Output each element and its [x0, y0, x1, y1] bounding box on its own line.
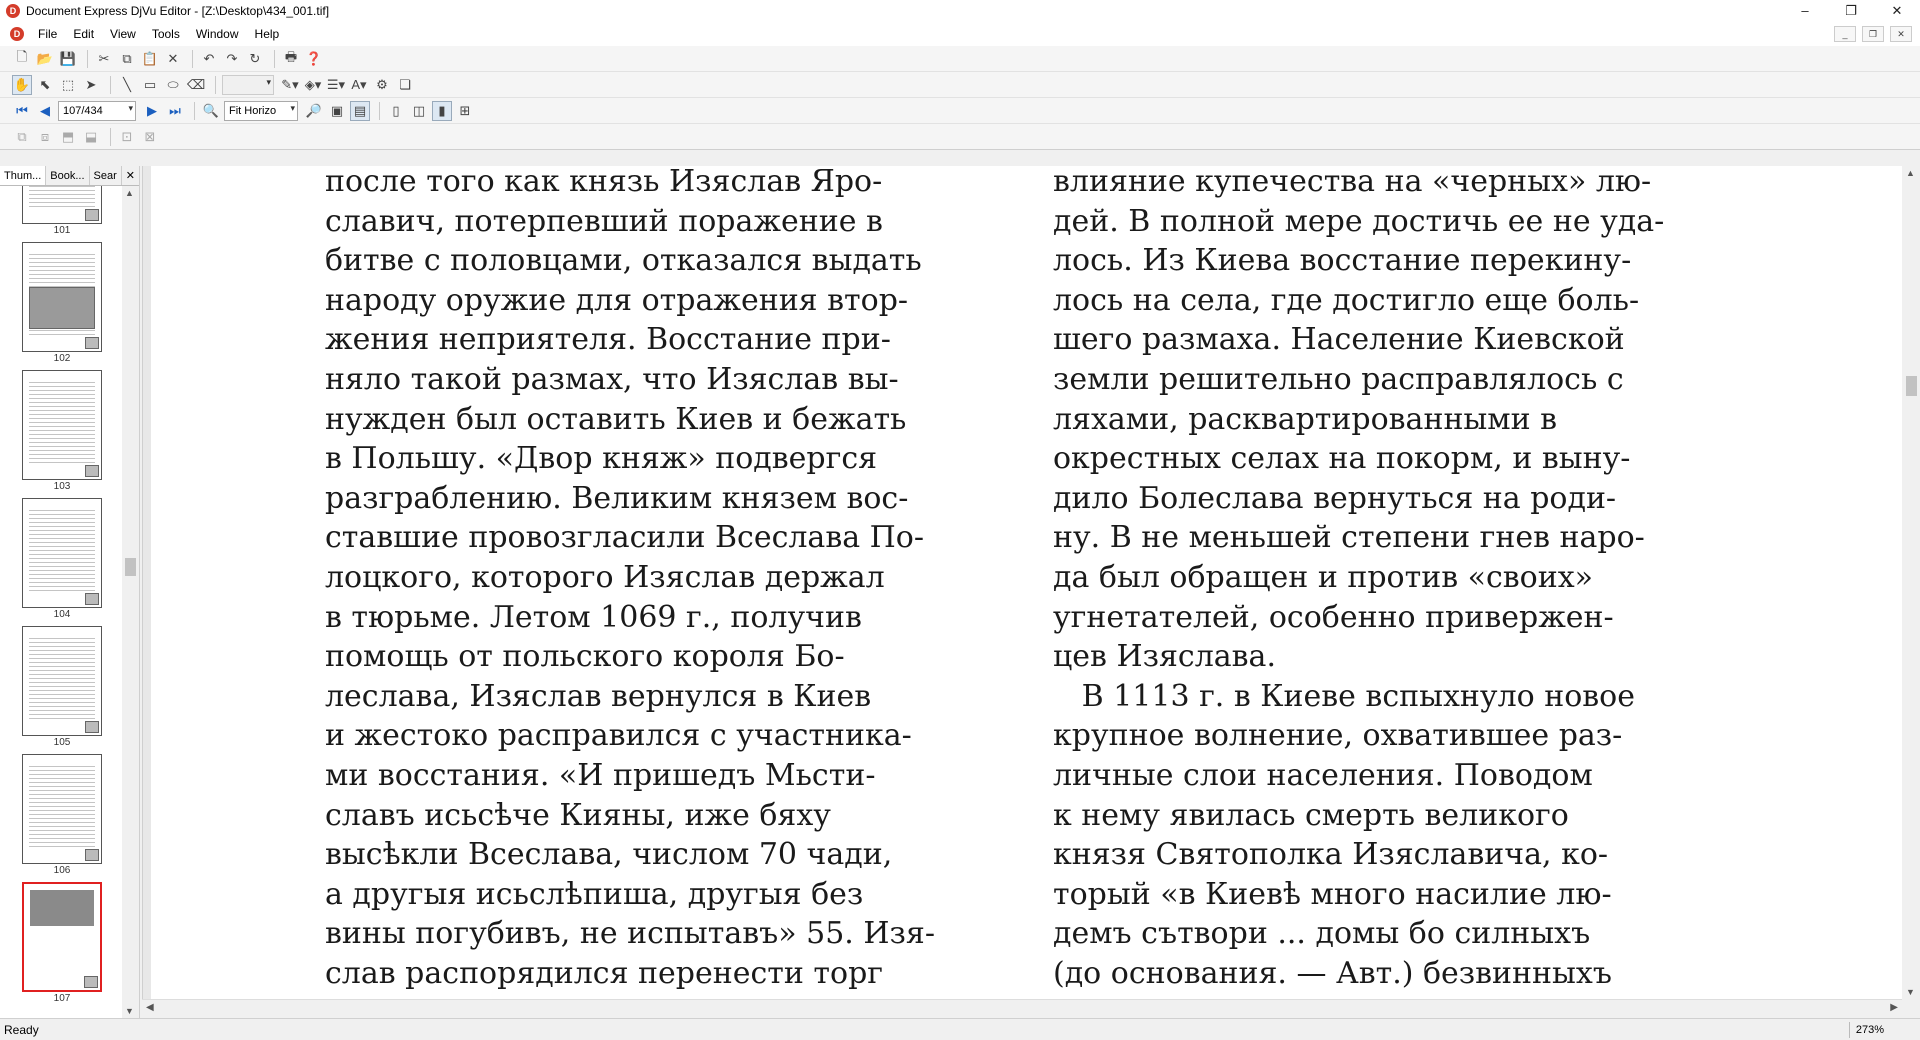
chevron-down-icon: ▾	[290, 102, 295, 113]
continuous-page-icon[interactable]: ▮	[432, 101, 452, 121]
crop-rectangle-icon[interactable]: ⬚	[61, 76, 75, 92]
menu-view[interactable]: View	[110, 27, 136, 41]
thumbnail-page	[22, 626, 102, 736]
thumbnail-label: 105	[53, 737, 71, 748]
illustration	[30, 890, 94, 926]
image-badge-icon	[85, 337, 99, 349]
thumbnail-item[interactable]	[22, 754, 102, 878]
thumbnail-list	[0, 186, 122, 1018]
text-line: ляхами, расквартированными в	[1053, 401, 1558, 437]
text-lines	[29, 763, 95, 847]
thumbnail-page	[22, 882, 102, 992]
image-badge-icon	[84, 976, 98, 988]
document-view[interactable]	[142, 166, 1902, 999]
line-width-select[interactable]: ▾	[222, 75, 274, 95]
text-lines	[29, 379, 95, 463]
thumbnail-page	[22, 370, 102, 480]
cut-icon[interactable]: ✂	[98, 50, 110, 66]
thumbnail-panel	[0, 166, 140, 1018]
zoom-mode-value: Fit Horizo	[229, 104, 277, 117]
illustration	[29, 287, 95, 329]
image-badge-icon	[85, 465, 99, 477]
fit-page-icon[interactable]: ▣	[330, 102, 344, 118]
layer-toolbar	[0, 124, 1920, 150]
text-line: (до основания. — Авт.) безвинныхъ	[1053, 955, 1612, 991]
text-line: угнетателей, особенно привержен-	[1053, 599, 1614, 635]
menu-edit[interactable]: Edit	[73, 27, 95, 41]
standard-toolbar	[0, 46, 1920, 72]
text-column-left	[325, 166, 1005, 993]
delete-icon[interactable]: ✕	[167, 50, 179, 66]
title-bar	[0, 0, 1920, 22]
separator	[192, 50, 193, 68]
print-icon[interactable]: 🖶	[284, 48, 298, 64]
thumbnail-item[interactable]	[22, 242, 102, 366]
text-line: дей. В полной мере достичь ее не уда-	[1053, 203, 1665, 239]
thumbnail-scrollbar[interactable]	[122, 186, 139, 1018]
select-pointer-icon[interactable]: ⬉	[39, 76, 51, 92]
scrollbar-thumb[interactable]	[1906, 376, 1917, 396]
copy-icon[interactable]: ⧉	[122, 50, 132, 66]
text-line: ну. В не меньшей степени гнев наро-	[1053, 520, 1645, 556]
text-line: после того как князь Изяслав Яро-	[325, 166, 883, 199]
zoom-level: 273%	[1849, 1022, 1890, 1038]
menu-window[interactable]: Window	[195, 27, 239, 41]
layer-merge-icon[interactable]: ⧉	[17, 128, 27, 144]
doc-close-button[interactable]: ✕	[1890, 26, 1912, 42]
document-horizontal-scrollbar[interactable]	[142, 999, 1902, 1017]
text-lines	[29, 507, 95, 591]
text-line: дило Болеслава вернуться на роди-	[1053, 480, 1617, 516]
document-window-controls	[1834, 26, 1912, 42]
thumbnail-item[interactable]	[22, 498, 102, 622]
thumbnail-page	[22, 498, 102, 608]
status-text: Ready	[4, 1022, 39, 1037]
scroll-up-icon[interactable]: ▲	[125, 188, 134, 198]
eraser-tool-icon[interactable]: ⌫	[186, 76, 206, 92]
text-line: няло такой размах, что Изяслав вы-	[325, 361, 899, 397]
arrow-cursor-icon[interactable]: ➤	[85, 76, 97, 92]
separator	[379, 102, 380, 120]
text-line: шего размаха. Население Киевской	[1053, 322, 1625, 358]
last-page-icon[interactable]: ⏭	[169, 102, 181, 118]
menu-file[interactable]: File	[38, 27, 58, 41]
minimize-button[interactable]: –	[1801, 3, 1809, 18]
stamp-icon[interactable]: ⚙	[376, 76, 388, 92]
undo-icon[interactable]: ↶	[203, 50, 215, 66]
tools-toolbar	[0, 72, 1920, 98]
scroll-down-icon[interactable]: ▼	[1906, 987, 1915, 997]
menu-bar	[0, 22, 1920, 46]
previous-page-icon[interactable]: ◀	[40, 102, 50, 118]
text-line: демъ сътвори ... домы бо силныхъ	[1053, 916, 1591, 952]
close-button[interactable]: ✕	[1891, 3, 1903, 18]
document-menu-icon[interactable]: D	[10, 27, 24, 41]
separator	[274, 50, 275, 68]
scroll-left-icon[interactable]: ◀	[146, 1002, 154, 1013]
text-lines	[29, 635, 95, 719]
line-tool-icon[interactable]: ╲	[123, 76, 131, 92]
paste-icon[interactable]: 📋	[141, 50, 159, 66]
tab-search[interactable]: Sear	[90, 166, 122, 185]
panel-close-icon[interactable]: ✕	[125, 170, 136, 182]
scroll-up-icon[interactable]: ▲	[1906, 168, 1915, 178]
thumbnail-label: 101	[53, 225, 71, 236]
redo-icon[interactable]: ↷	[226, 50, 238, 66]
thumbnail-item[interactable]	[22, 882, 102, 1006]
text-line: разграблению. Великим князем вос-	[325, 480, 909, 516]
document-vertical-scrollbar[interactable]	[1902, 166, 1920, 999]
thumbnail-item[interactable]	[22, 186, 102, 238]
text-line: крупное волнение, охватившее раз-	[1053, 718, 1623, 754]
menu-help[interactable]: Help	[254, 27, 280, 41]
ellipse-tool-icon[interactable]: ⬭	[167, 76, 179, 92]
two-page-icon[interactable]: ◫	[412, 102, 426, 118]
text-line: в Польшу. «Двор княж» подвергся	[325, 441, 878, 477]
single-page-icon[interactable]: ▯	[392, 102, 400, 118]
thumbnail-page	[22, 242, 102, 352]
zoom-out-icon[interactable]: 🔎	[305, 102, 323, 118]
text-line: народу оружие для отражения втор-	[325, 282, 909, 318]
image-badge-icon	[85, 721, 99, 733]
open-folder-icon[interactable]: 📂	[36, 50, 54, 66]
image-badge-icon	[85, 209, 99, 221]
thumbnail-label: 102	[53, 353, 71, 364]
text-line: славъ исьсѣче Кияны, иже бяху	[325, 797, 831, 833]
text-line: лось на села, где достигло еще боль-	[1053, 282, 1640, 318]
zoom-mode-select[interactable]	[224, 101, 298, 121]
thumbnail-label: 106	[53, 865, 71, 876]
text-line: да был обращен и против «своих»	[1053, 559, 1593, 595]
text-line: помощь от польского короля Бо-	[325, 639, 845, 675]
text-line: леслава, Изяслав вернулся в Киев	[325, 678, 872, 714]
layer-down-icon[interactable]: ⬓	[84, 128, 98, 144]
text-line: князя Святополка Изяславича, ко-	[1053, 837, 1609, 873]
text-line: земли решительно расправлялось с	[1053, 361, 1624, 397]
image-badge-icon	[85, 593, 99, 605]
doc-restore-button[interactable]: ❐	[1862, 26, 1884, 42]
hand-pan-icon[interactable]: ✋	[12, 75, 32, 95]
scroll-down-icon[interactable]: ▼	[125, 1006, 134, 1016]
text-line: В 1113 г. в Киеве вспыхнуло новое	[1053, 678, 1635, 714]
text-line: высѣкли Всеслава, числом 70 чади,	[325, 837, 893, 873]
text-line: лось. Из Киева восстание перекину-	[1053, 243, 1632, 279]
align-icon[interactable]: ⊡	[121, 128, 133, 144]
thumbnail-item[interactable]	[22, 370, 102, 494]
text-line: в тюрьме. Летом 1069 г., получив	[325, 599, 862, 635]
pen-color-icon[interactable]: ✎▾	[281, 76, 299, 92]
save-icon[interactable]: 💾	[59, 50, 77, 66]
text-line: цев Изяслава.	[1053, 639, 1276, 675]
window-title: Document Express DjVu Editor - [Z:\Desktop\434_001.tif]	[26, 4, 330, 18]
text-line: битве с половцами, отказался выдать	[325, 243, 922, 279]
image-badge-icon	[85, 849, 99, 861]
tab-bookmarks[interactable]: Book...	[46, 166, 89, 185]
text-line: славич, потерпевший поражение в	[325, 203, 883, 239]
text-column-right	[1053, 166, 1753, 993]
page-number-value: 107/434	[63, 104, 103, 117]
rectangle-tool-icon[interactable]: ▭	[143, 76, 157, 92]
text-line: ми восстания. «И пришедъ Мьсти-	[325, 757, 876, 793]
scrollbar-thumb[interactable]	[125, 558, 136, 576]
scroll-right-icon[interactable]: ▶	[1890, 1002, 1898, 1013]
help-icon[interactable]: ❓	[305, 50, 323, 66]
navigation-toolbar	[0, 98, 1920, 124]
menu-tools[interactable]: Tools	[151, 27, 180, 41]
layer-split-icon[interactable]: ⧈	[40, 128, 50, 144]
page-number-select[interactable]	[58, 101, 136, 121]
refresh-icon[interactable]: ↻	[249, 50, 261, 66]
distribute-icon[interactable]: ⊠	[144, 128, 156, 144]
layer-up-icon[interactable]: ⬒	[61, 128, 75, 144]
chevron-down-icon: ▾	[128, 102, 133, 113]
thumbnail-label: 104	[53, 609, 71, 620]
text-line: а другыя исьслѣпиша, другыя без	[325, 876, 864, 912]
zoom-in-icon[interactable]: 🔍	[202, 102, 220, 118]
text-line: окрестных селах на покорм, и выну-	[1053, 441, 1631, 477]
thumbnail-item[interactable]	[22, 626, 102, 750]
text-line: торый «в Киевѣ много насилие лю-	[1053, 876, 1612, 912]
separator	[87, 50, 88, 68]
text-line: ставшие провозгласили Всеслава По-	[325, 520, 924, 556]
page-edge	[143, 166, 151, 999]
text-line: вины погубивъ, не испытавъ» 55. Изя-	[325, 916, 935, 952]
text-line: слав распорядился перенести торг	[325, 955, 884, 991]
separator	[110, 76, 111, 94]
line-style-icon[interactable]: ☰▾	[326, 76, 346, 92]
doc-minimize-button[interactable]: _	[1834, 26, 1856, 42]
thumbnail-label: 107	[53, 993, 71, 1004]
fit-width-icon[interactable]: ▤	[350, 101, 370, 121]
new-file-icon[interactable]: 🗋	[16, 48, 28, 64]
separator	[194, 102, 195, 120]
facing-pages-icon[interactable]: ⊞	[459, 102, 471, 118]
thumbnail-label: 103	[53, 481, 71, 492]
next-page-icon[interactable]: ▶	[147, 102, 157, 118]
app-logo-icon: D	[6, 4, 20, 18]
thumbnail-page	[22, 186, 102, 224]
text-line: личные слои населения. Поводом	[1053, 757, 1593, 793]
first-page-icon[interactable]: ⏮	[16, 102, 28, 118]
status-bar	[0, 1018, 1920, 1040]
text-line: к нему явилась смерть великого	[1053, 797, 1569, 833]
thumbnail-page	[22, 754, 102, 864]
text-line: влияние купечества на «черных» лю-	[1053, 166, 1652, 199]
panel-tabs	[0, 166, 139, 186]
text-line: нужден был оставить Киев и бежать	[325, 401, 907, 437]
text-color-icon[interactable]: A▾	[351, 76, 367, 92]
text-line: и жестоко расправился с участника-	[325, 718, 912, 754]
text-lines	[29, 186, 95, 207]
separator	[110, 128, 111, 146]
tab-thumbnails[interactable]: Thum...	[0, 166, 46, 185]
text-line: лоцкого, которого Изяслав держал	[325, 559, 885, 595]
maximize-button[interactable]: ❐	[1845, 3, 1857, 18]
text-line: жения неприятеля. Восстание при-	[325, 322, 891, 358]
separator	[215, 76, 216, 94]
fill-color-icon[interactable]: ◈▾	[304, 76, 322, 92]
layers-icon[interactable]: ❏	[399, 76, 411, 92]
window-controls	[1782, 0, 1920, 22]
